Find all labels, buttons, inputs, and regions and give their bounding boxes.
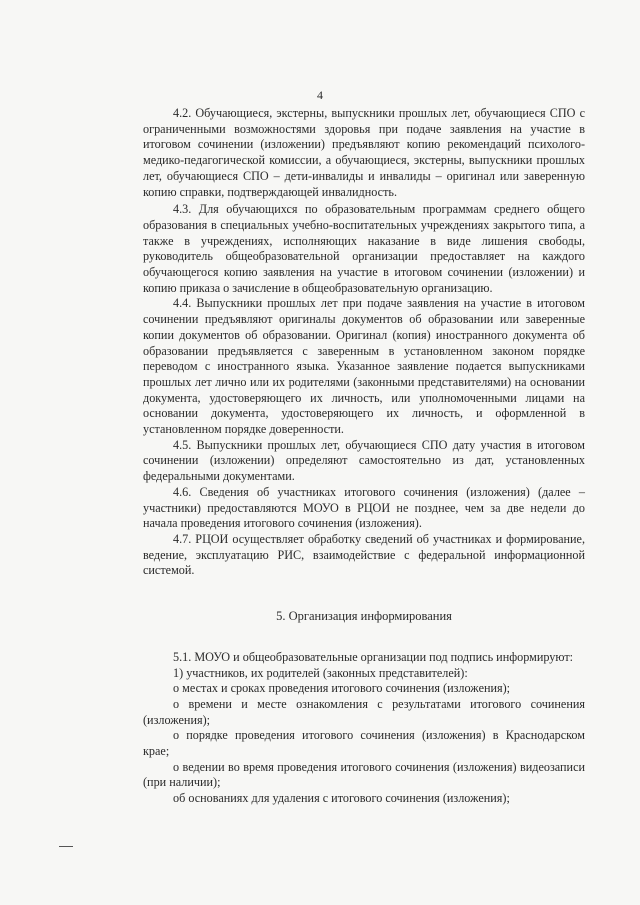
list-item: о времени и месте ознакомления с результатами итогового сочинения (изложения); [143,696,585,727]
informing-list [143,650,585,807]
document-body [143,106,585,807]
paragraph-4-3: 4.3. Для обучающихся по образовательным программам среднего общего образования в специальных учебно-воспитательных учреждениях закрытого типа, а также в учреждениях, исполняющих наказание в виде лишения свободы, руководитель общеобразовательной организации предоставляет на каждого обучающегося копию заявления на участие в итоговом сочинении (изложении) и копию приказа о зачисление в общеобразовательную организацию. [143,202,585,295]
list-item: о местах и сроках проведения итогового сочинения (изложения); [173,681,511,696]
list-item: 1) участников, их родителей (законных представителей): [173,665,468,680]
list-item: о порядке проведения итогового сочинения (изложения) в Краснодарском крае; [143,728,585,759]
paragraph-4-2: 4.2. Обучающиеся, экстерны, выпускники прошлых лет, обучающиеся СПО с ограниченными возможностями здоровья при подаче заявления на участие в итоговом сочинении (изложении) предъявляют копию рекомендаций психолого-медико-педагогической комиссии, а обучающиеся, экстерны, выпускники прошлых лет, обучающиеся СПО – дети-инвалиды и инвалиды – оригинал или заверенную копию справки, подтверждающей инвалидность. [143,106,585,199]
section-title: 5. Организация информирования [276,609,452,624]
paragraph-4-4: 4.4. Выпускники прошлых лет при подаче заявления на участие в итоговом сочинении предъявляют оригиналы документов об образовании или заверенные копии документов об образовании. Оригинал (копия) иностранного документа об образовании предъявляется с заверенным в установленном законом порядке переводом с иностранного языка. Указанное заявление подается выпускниками прошлых лет лично или их родителями (законными представителями) на основании документа, удостоверяющего их личность, или уполномоченными лицами на основании документа, удостоверяющего их личность, и оформленной в установленном порядке доверенности. [143,296,585,437]
list-item: о ведении во время проведения итогового сочинения (изложения) видеозаписи (при наличии); [143,759,585,790]
paragraph-4-7: 4.7. РЦОИ осуществляет обработку сведений об участниках и формирование, ведение, эксплуатацию РИС, взаимодействие с федеральной информационной системой. [143,531,585,578]
page-number: 4 [317,88,323,102]
paragraph-4-6: 4.6. Сведения об участниках итогового сочинения (изложения) (далее – участники) предоставляются МОУО в РЦОИ не позднее, чем за две недели до начала проведения итогового сочинения (изложения). [143,484,585,531]
paragraph-4-5: 4.5. Выпускники прошлых лет, обучающиеся СПО дату участия в итоговом сочинении (изложении) определяют самостоятельно из дат, установленных федеральными документами. [143,437,585,484]
scan-mark [59,846,73,847]
list-item: об основаниях для удаления с итогового сочинения (изложения); [173,791,510,806]
list-item: 5.1. МОУО и общеобразовательные организации под подпись информируют: [173,649,574,664]
